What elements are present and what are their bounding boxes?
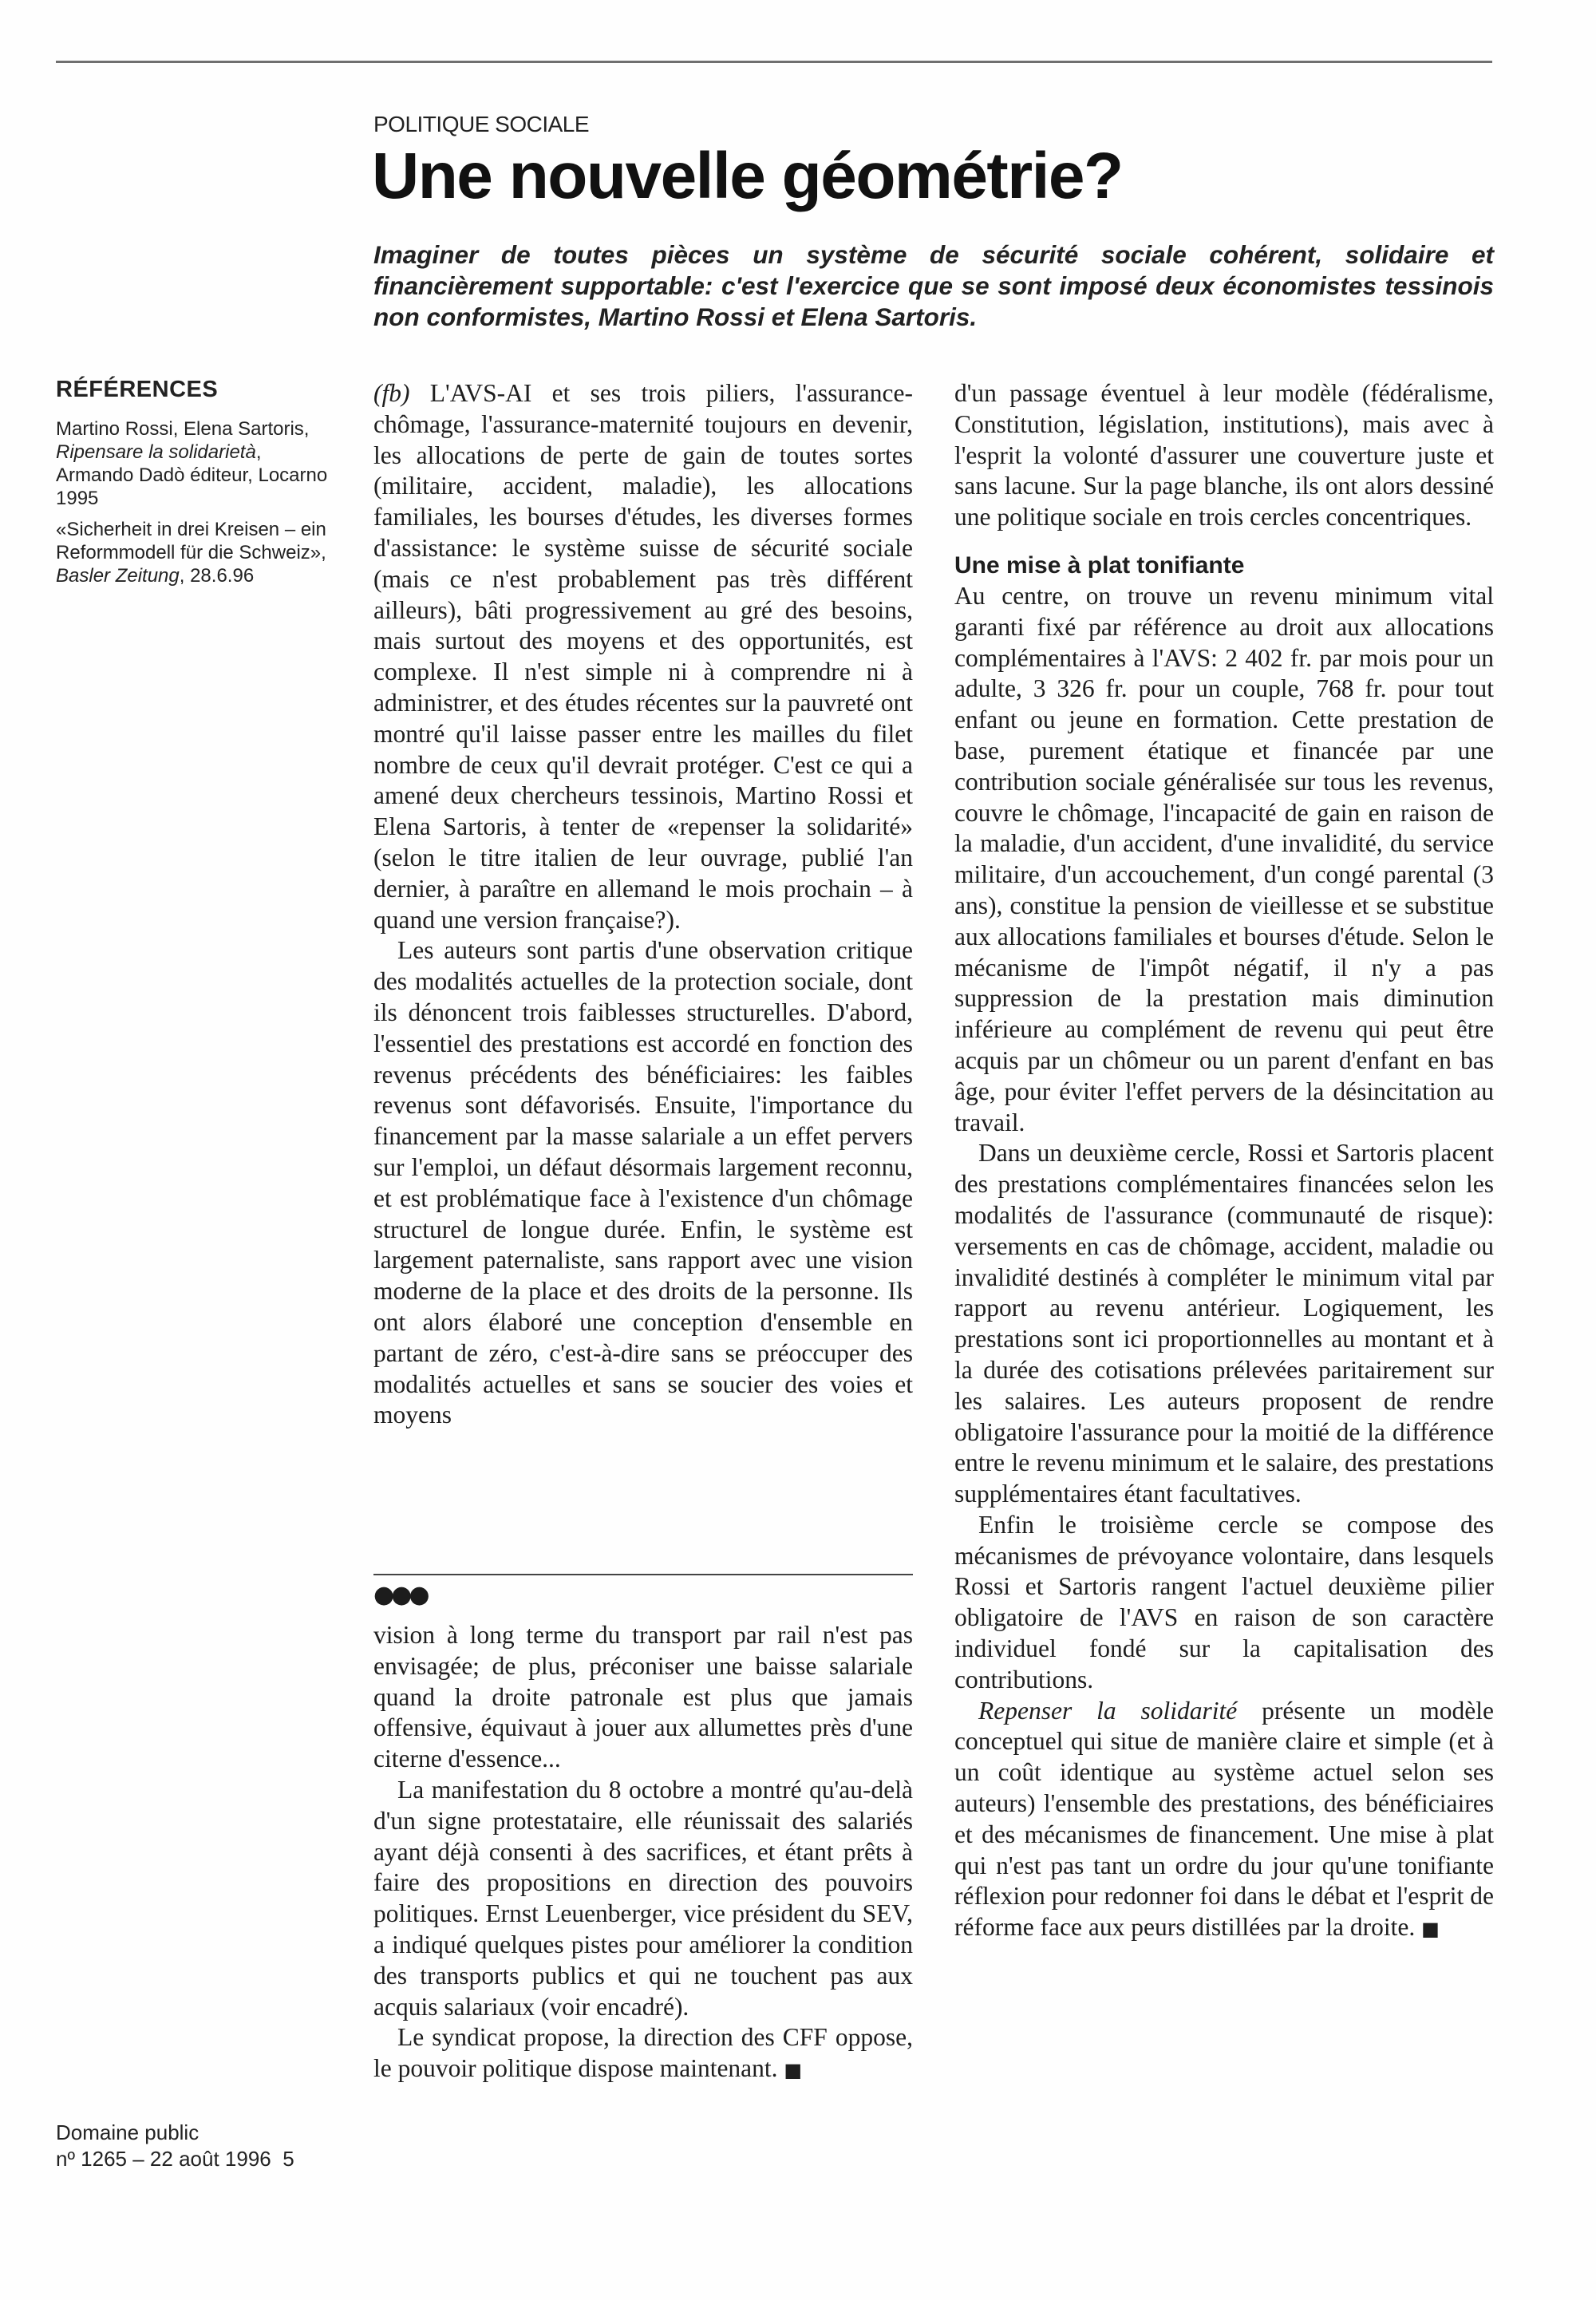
issue-line	[56, 2146, 351, 2172]
continued-article-column	[373, 1620, 913, 2086]
article-subheading: Une mise à plat tonifiante	[954, 551, 1245, 579]
article-title: Une nouvelle géométrie?	[372, 140, 1123, 212]
reference-item-book	[56, 417, 335, 510]
article-paragraph: Enfin le troisième cercle se compose des mécanismes de prévoyance volontaire, dans lesquels Rossi et Sartoris rangent l'actuel deuxième pilier obligatoire de l'AVS en raison de son caractère individuel fondé sur la capitalisation des contributions.	[954, 1510, 1494, 1693]
references-heading: RÉFÉRENCES	[56, 377, 219, 402]
continued-paragraph: La manifestation du 8 octobre a montré qu'au-delà d'un signe protestataire, elle réunissait des salariés ayant déjà consenti à des sacrifices, et étant prêts à faire des propositions en direction des pouvoirs politiques. Ernst Leuenberger, vice président du SEV, a indiqué quelques pistes pour améliorer la condition des transports publics et qui ne touchent pas aux acquis salariaux (voir encadré).	[373, 1775, 913, 2021]
article-paragraph: d'un passage éventuel à leur modèle (fédéralisme, Constitution, législation, institutions), mais avec à l'esprit la volonté d'assurer une couverture juste et sans lacune. Sur la page blanche, ils ont alors dessiné une politique sociale en trois cercles concentriques.	[954, 379, 1494, 532]
references-sidebar	[56, 377, 335, 595]
continuation-dots-icon: ●●●	[373, 1581, 427, 1609]
article-paragraph: Au centre, on trouve un revenu minimum vital garanti fixé par référence au droit aux allocations complémentaires à l'AVS: 2 402 fr. par mois pour un adulte, 3 326 fr. pour un couple, 768 fr. pour tout enfant ou jeune en formation. Cette prestation de base, purement étatique et financée par une contribution sociale généralisée sur tous les revenus, couvre le chômage, l'incapacité de gain en raison de la maladie, d'un accident, d'une invalidité, du service militaire, d'un accouchement, d'un congé parental (3 ans), constitue la pension de vieillesse et se substitue aux allocations familiales et bourses d'étude. Selon le mécanisme de l'impôt négatif, il n'y a pas suppression de la prestation mais diminution inférieure au complément de revenu qui peut être acquis par un chômeur ou un parent d'enfant en bas âge, pour éviter l'effet pervers de la désincitation au travail.	[954, 581, 1494, 1136]
end-mark-icon: ■	[1421, 1918, 1440, 1941]
continued-divider	[373, 1574, 913, 1607]
reference-article-title: «Sicherheit in drei Kreisen – ein Reformmodell für die Schweiz»,	[56, 519, 326, 563]
reference-publisher: , Armando Dadò éditeur, Locarno 1995	[56, 441, 328, 509]
publication-name: Domaine public	[56, 2120, 200, 2144]
author-initials: (fb)	[373, 379, 410, 407]
article-paragraph	[373, 378, 913, 935]
issue-info: nº 1265 – 22 août 1996	[56, 2147, 271, 2171]
top-rule	[56, 61, 1492, 63]
continued-paragraph: vision à long terme du transport par rail n'est pas envisagée; de plus, préconiser une baisse salariale quand la droite patronale est plus que jamais offensive, équivaut à jouer aux allumettes près d'une citerne d'essence...	[373, 1621, 913, 1773]
reference-item-article	[56, 518, 335, 587]
article-column-1	[373, 378, 913, 1431]
paragraph-text: Le syndicat propose, la direction des CFF oppose, le pouvoir politique dispose maintenant.	[373, 2023, 913, 2083]
article-column-2	[954, 378, 1494, 1945]
page-number: 5	[282, 2147, 294, 2171]
book-title-mention: Repenser la solidarité	[978, 1696, 1238, 1725]
article-paragraph: Dans un deuxième cercle, Rossi et Sartoris placent des prestations complémentaires financées selon les modalités de l'assurance (communauté de risque): versements en cas de chômage, accident, maladie ou invalidité destinés à compléter le minimum vital par rapport au revenu antérieur. Logiquement, les prestations sont ici proportionnelles au montant et à la durée des cotisations prélevées paritairement sur les salaires. Les auteurs proposent de rendre obligatoire l'assurance pour la moitié de la différence entre le revenu minimum et le salaire, des prestations supplémentaires étant facultatives.	[954, 1139, 1494, 1508]
reference-book-title: Ripensare la solidarietà	[56, 441, 256, 463]
paragraph-text: L'AVS-AI et ses trois piliers, l'assurance-chômage, l'assurance-maternité toujours en devenir, les allocations de perte de gain de toutes sortes (militaire, accident, maladie), les allocations familiales, les bourses d'études, les diverses formes d'assistance: le système suisse de sécurité sociale (mais ce n'est probablement pas très différent ailleurs), bâti progressivement au gré des besoins, mais surtout des moyens et des opportunités, est complexe. Il n'est simple ni à comprendre ni à administrer, et des études récentes sur la pauvreté ont montré qu'il laisse passer entre les mailles du filet nombre de ceux qu'il devrait protéger. C'est ce qui a amené deux chercheurs tessinois, Martino Rossi et Elena Sartoris, à tenter de «repenser la solidarité» (selon le titre italien de leur ouvrage, publié l'an dernier, à paraître en allemand le mois prochain – à quand une version française?).	[373, 379, 913, 934]
reference-authors: Martino Rossi, Elena Sartoris,	[56, 418, 310, 440]
divider-line	[373, 1574, 913, 1575]
continued-paragraph	[373, 2022, 913, 2086]
section-rubric: POLITIQUE SOCIALE	[373, 112, 590, 136]
article-paragraph	[954, 1696, 1494, 1945]
article-paragraph: Les auteurs sont partis d'une observation critique des modalités actuelles de la protection sociale, dont ils dénoncent trois faiblesses structurelles. D'abord, l'essentiel des prestations est accordé en fonction des revenus précédents des bénéficiaires: les faibles revenus sont défavorisés. Ensuite, l'importance du financement par la masse salariale a un effet pervers sur l'emploi, un défaut désormais largement reconnu, et est problématique face à l'existence d'un chômage structurel de longue durée. Enfin, le système est largement paternaliste, sans rapport avec une vision moderne de la place et des droits de la personne. Ils ont alors élaboré une conception d'ensemble en partant de zéro, c'est-à-dire sans se préoccuper des modalités actuelles et sans se soucier des voies et moyens	[373, 936, 913, 1429]
article-lead: Imaginer de toutes pièces un système de sécurité sociale cohérent, solidaire et financièrement supportable: c'est l'exercice que se sont imposé deux économistes tessinois non conformistes, Martino Rossi et Elena Sartoris.	[373, 240, 1494, 331]
end-mark-icon: ■	[784, 2059, 803, 2082]
page-footer	[56, 2120, 351, 2172]
paragraph-text: présente un modèle conceptuel qui situe de manière claire et simple (et à un coût identique au système actuel selon ses auteurs) l'ensemble des prestations, des bénéficiaires et des mécanismes de financement. Une mise à plat qui n'est pas tant un ordre du jour qu'une tonifiante réflexion pour redonner foi dans le débat et l'esprit de réforme face aux peurs distillées par la droite.	[954, 1696, 1494, 1942]
reference-date: , 28.6.96	[179, 565, 255, 587]
reference-source: Basler Zeitung	[56, 565, 180, 587]
